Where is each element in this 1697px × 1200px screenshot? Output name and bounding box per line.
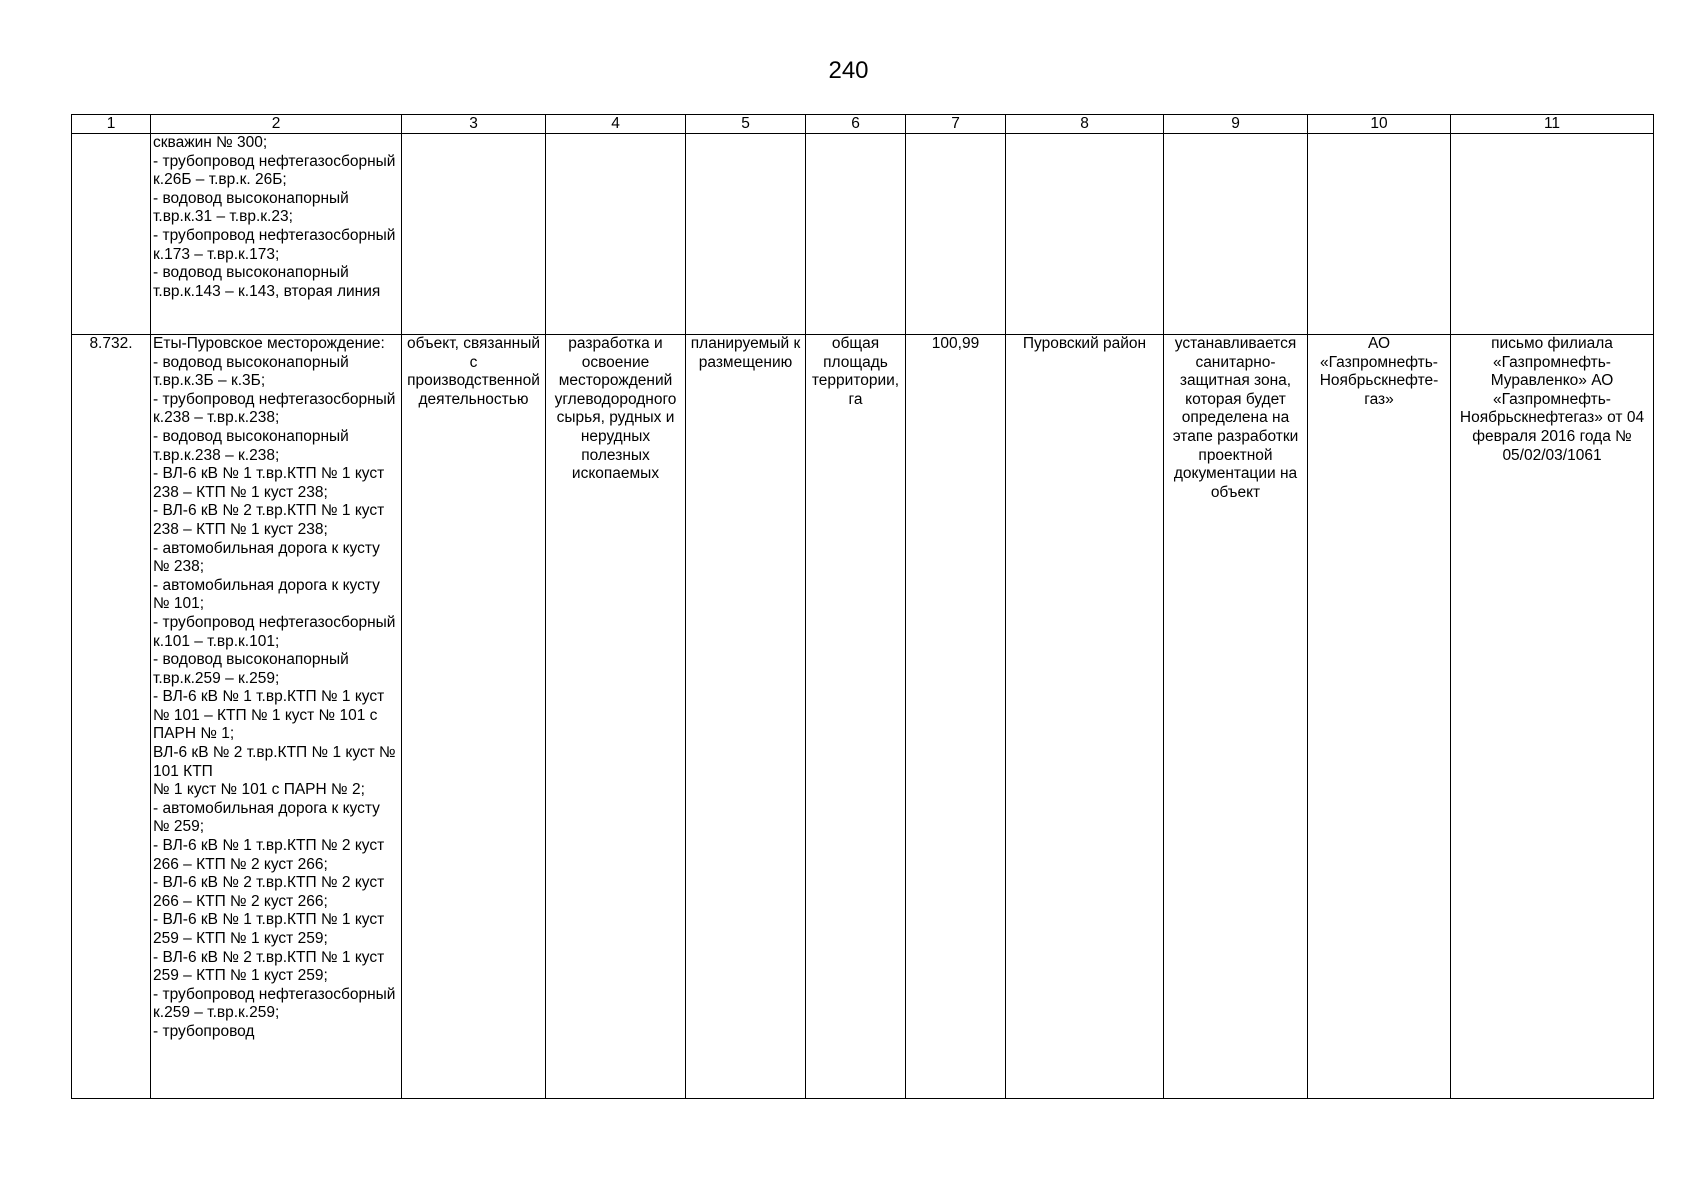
column-number-row	[72, 115, 1654, 134]
column-header: 11	[1451, 115, 1654, 134]
object-list-cell: скважин № 300; - трубопровод нефтегазосборный к.26Б – т.вр.к. 26Б; - водовод высоконапорный т.вр.к.31 – т.вр.к.23; - трубопровод нефтегазосборный к.173 – т.вр.к.173; - водовод высоконапорный т.вр.к.143 – к.143, вторая линия	[151, 134, 402, 335]
document-table	[71, 114, 1654, 1099]
table-row	[72, 335, 1654, 1099]
owner-cell: АО «Газпромнефть-Ноябрьскнефте-газ»	[1308, 335, 1451, 1099]
table-row	[72, 134, 1654, 335]
parameter-cell: общая площадь территории, га	[806, 335, 906, 1099]
object-list-cell: Еты-Пуровское месторождение: - водовод высоконапорный т.вр.к.3Б – к.3Б; - трубопровод нефтегазосборный к.238 – т.вр.к.238; - водовод высоконапорный т.вр.к.238 – к.238; - ВЛ-6 кВ № 1 т.вр.КТП № 1 куст 238 – КТП № 1 куст 238; - ВЛ-6 кВ № 2 т.вр.КТП № 1 куст 238 – КТП № 1 куст 238; - автомобильная дорога к кусту № 238; - автомобильная дорога к кусту № 101; - трубопровод нефтегазосборный к.101 – т.вр.к.101; - водовод высоконапорный т.вр.к.259 – к.259; - ВЛ-6 кВ № 1 т.вр.КТП № 1 куст № 101 – КТП № 1 куст № 101 с ПАРН № 1; ВЛ-6 кВ № 2 т.вр.КТП № 1 куст № 101 КТП № 1 куст № 101 с ПАРН № 2; - автомобильная дорога к кусту № 259; - ВЛ-6 кВ № 1 т.вр.КТП № 2 куст 266 – КТП № 2 куст 266; - ВЛ-6 кВ № 2 т.вр.КТП № 2 куст 266 – КТП № 2 куст 266; - ВЛ-6 кВ № 1 т.вр.КТП № 1 куст 259 – КТП № 1 куст 259; - ВЛ-6 кВ № 2 т.вр.КТП № 1 куст 259 – КТП № 1 куст 259; - трубопровод нефтегазосборный к.259 – т.вр.к.259; - трубопровод	[151, 335, 402, 1099]
column-header: 10	[1308, 115, 1451, 134]
value-cell: 100,99	[906, 335, 1006, 1099]
column-header: 1	[72, 115, 151, 134]
object-type-cell	[402, 134, 546, 335]
page-number: 240	[828, 57, 869, 84]
column-header: 8	[1006, 115, 1164, 134]
zone-cell	[1164, 134, 1308, 335]
column-header: 3	[402, 115, 546, 134]
row-number-cell	[72, 134, 151, 335]
column-header: 4	[546, 115, 686, 134]
basis-cell	[1451, 134, 1654, 335]
basis-cell: письмо филиала «Газпромнефть-Муравленко» АО «Газпромнефть-Ноябрьскнефтегаз» от 04 февраля 2016 года № 05/02/03/1061	[1451, 335, 1654, 1099]
parameter-cell	[806, 134, 906, 335]
status-cell: планируемый к размещению	[686, 335, 806, 1099]
zone-cell: устанавливается санитарно-защитная зона, которая будет определена на этапе разработки проектной документации на объект	[1164, 335, 1308, 1099]
row-number-cell: 8.732.	[72, 335, 151, 1099]
column-header: 5	[686, 115, 806, 134]
column-header: 9	[1164, 115, 1308, 134]
object-type-cell: объект, связанный с производственной деятельностью	[402, 335, 546, 1099]
owner-cell	[1308, 134, 1451, 335]
purpose-cell	[546, 134, 686, 335]
status-cell	[686, 134, 806, 335]
column-header: 6	[806, 115, 906, 134]
location-cell	[1006, 134, 1164, 335]
column-header: 7	[906, 115, 1006, 134]
location-cell: Пуровский район	[1006, 335, 1164, 1099]
column-header: 2	[151, 115, 402, 134]
value-cell	[906, 134, 1006, 335]
purpose-cell: разработка и освоение месторождений углеводородного сырья, рудных и нерудных полезных ископаемых	[546, 335, 686, 1099]
